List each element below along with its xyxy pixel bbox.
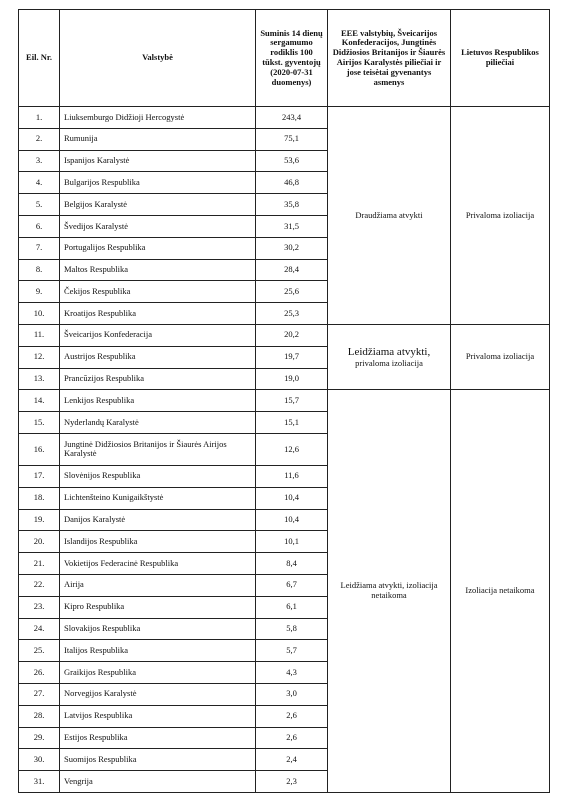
row-number: 3. <box>19 150 60 172</box>
row-number: 26. <box>19 662 60 684</box>
eee-citizens-rule-text: Leidžiama atvykti, izoliacija netaikoma <box>340 580 438 601</box>
header-rate: Suminis 14 dienų sergamumo rodiklis 100 tūkst. gyventojų (2020-07-31 duomenys) <box>256 10 328 107</box>
lt-citizens-rule: Privaloma izoliacija <box>451 107 550 325</box>
row-number: 31. <box>19 771 60 793</box>
eee-citizens-rule <box>328 107 451 325</box>
country-name: Švedijos Karalystė <box>60 215 256 237</box>
country-name: Kipro Respublika <box>60 596 256 618</box>
header-lt-citizens: Lietuvos Respublikos piliečiai <box>451 10 550 107</box>
row-number: 28. <box>19 705 60 727</box>
incidence-rate: 3,0 <box>256 683 328 705</box>
row-number: 7. <box>19 237 60 259</box>
country-name: Islandijos Respublika <box>60 531 256 553</box>
row-number: 5. <box>19 194 60 216</box>
row-number: 25. <box>19 640 60 662</box>
row-number: 22. <box>19 574 60 596</box>
incidence-rate: 11,6 <box>256 465 328 487</box>
row-number: 19. <box>19 509 60 531</box>
country-name: Maltos Respublika <box>60 259 256 281</box>
incidence-rate: 20,2 <box>256 324 328 346</box>
incidence-rate: 5,7 <box>256 640 328 662</box>
incidence-rate: 28,4 <box>256 259 328 281</box>
incidence-rate: 4,3 <box>256 662 328 684</box>
travel-restrictions-table <box>18 9 550 793</box>
incidence-rate: 25,6 <box>256 281 328 303</box>
country-name: Vokietijos Federacinė Respublika <box>60 553 256 575</box>
table-body <box>19 107 550 793</box>
row-number: 6. <box>19 215 60 237</box>
row-number: 1. <box>19 107 60 129</box>
row-number: 27. <box>19 683 60 705</box>
country-name: Liuksemburgo Didžioji Hercogystė <box>60 107 256 129</box>
header-eee-citizens: EEE valstybių, Šveicarijos Konfederacijos, Jungtinės Didžiosios Britanijos ir Šiaurės Airijos Karalystės piliečiai ir jose teisėtai gyvenantys asmenys <box>328 10 451 107</box>
incidence-rate: 10,1 <box>256 531 328 553</box>
row-number: 20. <box>19 531 60 553</box>
row-number: 4. <box>19 172 60 194</box>
country-name: Ispanijos Karalystė <box>60 150 256 172</box>
country-name: Estijos Respublika <box>60 727 256 749</box>
incidence-rate: 10,4 <box>256 509 328 531</box>
row-number: 16. <box>19 433 60 465</box>
country-name: Lichtenšteino Kunigaikštystė <box>60 487 256 509</box>
country-name: Latvijos Respublika <box>60 705 256 727</box>
row-number: 2. <box>19 128 60 150</box>
country-name: Lenkijos Respublika <box>60 390 256 412</box>
table-row <box>19 107 550 129</box>
table-row <box>19 324 550 346</box>
incidence-rate: 8,4 <box>256 553 328 575</box>
country-name: Rumunija <box>60 128 256 150</box>
incidence-rate: 243,4 <box>256 107 328 129</box>
country-name: Danijos Karalystė <box>60 509 256 531</box>
eee-citizens-rule-text: Draudžiama atvykti <box>355 209 423 220</box>
eee-citizens-rule-text: privaloma izoliacija <box>355 357 423 368</box>
incidence-rate: 2,6 <box>256 705 328 727</box>
incidence-rate: 15,1 <box>256 412 328 434</box>
country-name: Belgijos Karalystė <box>60 194 256 216</box>
header-country: Valstybė <box>60 10 256 107</box>
row-number: 17. <box>19 465 60 487</box>
country-name: Jungtinė Didžiosios Britanijos ir Šiaurės Airijos Karalystė <box>60 433 256 465</box>
country-name: Slovėnijos Respublika <box>60 465 256 487</box>
incidence-rate: 6,1 <box>256 596 328 618</box>
eee-citizens-rule <box>328 390 451 793</box>
incidence-rate: 35,8 <box>256 194 328 216</box>
country-name: Italijos Respublika <box>60 640 256 662</box>
incidence-rate: 53,6 <box>256 150 328 172</box>
row-number: 10. <box>19 303 60 325</box>
row-number: 30. <box>19 749 60 771</box>
incidence-rate: 19,7 <box>256 346 328 368</box>
incidence-rate: 6,7 <box>256 574 328 596</box>
row-number: 29. <box>19 727 60 749</box>
row-number: 18. <box>19 487 60 509</box>
incidence-rate: 2,4 <box>256 749 328 771</box>
incidence-rate: 25,3 <box>256 303 328 325</box>
incidence-rate: 31,5 <box>256 215 328 237</box>
country-name: Bulgarijos Respublika <box>60 172 256 194</box>
eee-citizens-rule <box>328 324 451 389</box>
table-header-row <box>19 10 550 107</box>
lt-citizens-rule: Privaloma izoliacija <box>451 324 550 389</box>
country-name: Kroatijos Respublika <box>60 303 256 325</box>
table-row <box>19 390 550 412</box>
incidence-rate: 2,6 <box>256 727 328 749</box>
row-number: 21. <box>19 553 60 575</box>
row-number: 12. <box>19 346 60 368</box>
country-name: Nyderlandų Karalystė <box>60 412 256 434</box>
country-name: Austrijos Respublika <box>60 346 256 368</box>
row-number: 15. <box>19 412 60 434</box>
incidence-rate: 5,8 <box>256 618 328 640</box>
incidence-rate: 2,3 <box>256 771 328 793</box>
incidence-rate: 46,8 <box>256 172 328 194</box>
row-number: 11. <box>19 324 60 346</box>
incidence-rate: 19,0 <box>256 368 328 390</box>
row-number: 23. <box>19 596 60 618</box>
row-number: 24. <box>19 618 60 640</box>
country-name: Čekijos Respublika <box>60 281 256 303</box>
incidence-rate: 15,7 <box>256 390 328 412</box>
country-name: Norvegijos Karalystė <box>60 683 256 705</box>
incidence-rate: 30,2 <box>256 237 328 259</box>
row-number: 8. <box>19 259 60 281</box>
incidence-rate: 12,6 <box>256 433 328 465</box>
incidence-rate: 10,4 <box>256 487 328 509</box>
row-number: 9. <box>19 281 60 303</box>
country-name: Slovakijos Respublika <box>60 618 256 640</box>
country-name: Graikijos Respublika <box>60 662 256 684</box>
country-name: Portugalijos Respublika <box>60 237 256 259</box>
country-name: Vengrija <box>60 771 256 793</box>
country-name: Airija <box>60 574 256 596</box>
header-nr: Eil. Nr. <box>19 10 60 107</box>
country-name: Suomijos Respublika <box>60 749 256 771</box>
lt-citizens-rule: Izoliacija netaikoma <box>451 390 550 793</box>
row-number: 14. <box>19 390 60 412</box>
eee-citizens-rule-main: Leidžiama atvykti, <box>347 345 431 358</box>
incidence-rate: 75,1 <box>256 128 328 150</box>
country-name: Prancūzijos Respublika <box>60 368 256 390</box>
country-name: Šveicarijos Konfederacija <box>60 324 256 346</box>
row-number: 13. <box>19 368 60 390</box>
